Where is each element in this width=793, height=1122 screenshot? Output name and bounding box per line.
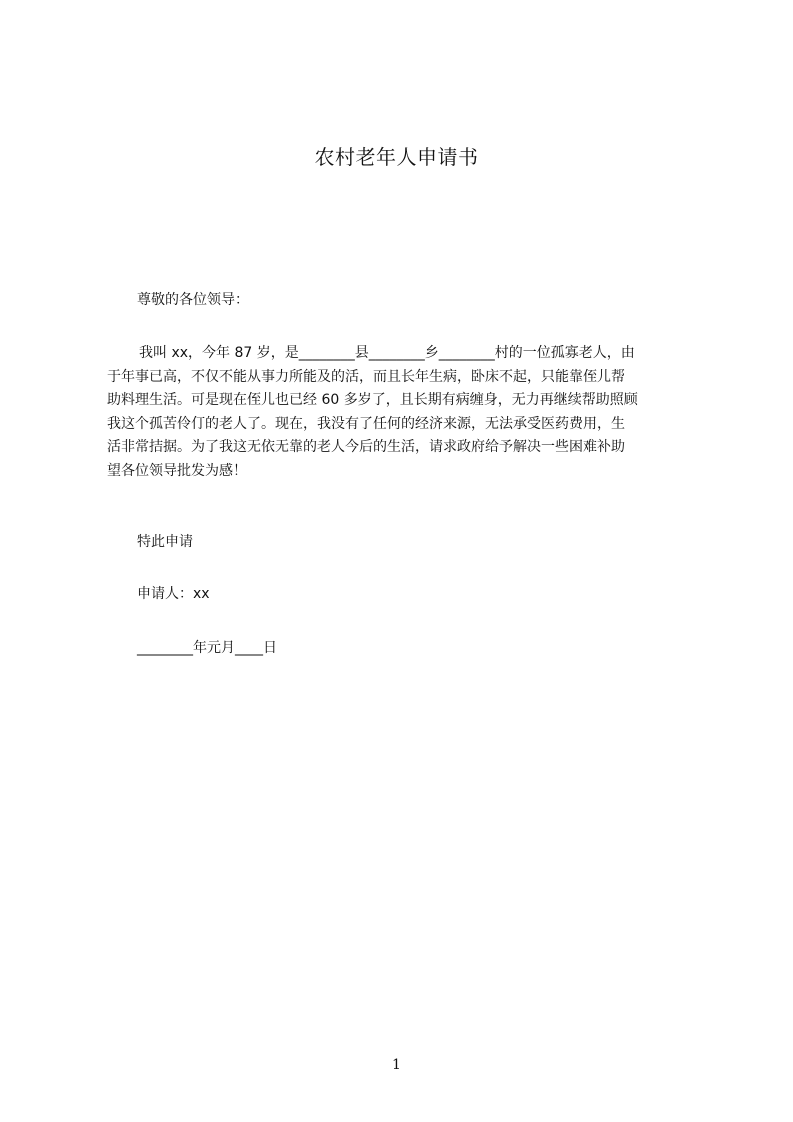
body-line: 望各位领导批发为感！ xyxy=(107,462,247,479)
body-line: 我叫 xx，今年 87 岁，是________县________乡________村的一位孤寡老人，由 xyxy=(139,345,635,361)
applicant-signature: 申请人：xx xyxy=(137,586,210,602)
closing-text: 特此申请 xyxy=(137,534,193,550)
body-line: 于年事已高，不仅不能从事力所能及的活，而且长年生病，卧床不起，只能靠侄儿帮 xyxy=(107,368,625,385)
document-title: 农村老年人申请书 xyxy=(314,145,479,169)
body-paragraph xyxy=(107,342,699,483)
salutation: 尊敬的各位领导： xyxy=(137,292,249,308)
body-line: 我这个孤苦伶仃的老人了。现在，我没有了任何的经济来源，无法承受医药费用，生 xyxy=(107,415,625,432)
date-line: ________年元月____日 xyxy=(137,640,277,656)
body-line: 助料理生活。可是现在侄儿也已经 60 多岁了，且长期有病缠身，无力再继续帮助照顾 xyxy=(107,392,638,408)
page-number: 1 xyxy=(392,1057,401,1073)
body-line: 活非常拮据。为了我这无依无靠的老人今后的生活，请求政府给予解决一些困难补助 xyxy=(107,439,625,455)
